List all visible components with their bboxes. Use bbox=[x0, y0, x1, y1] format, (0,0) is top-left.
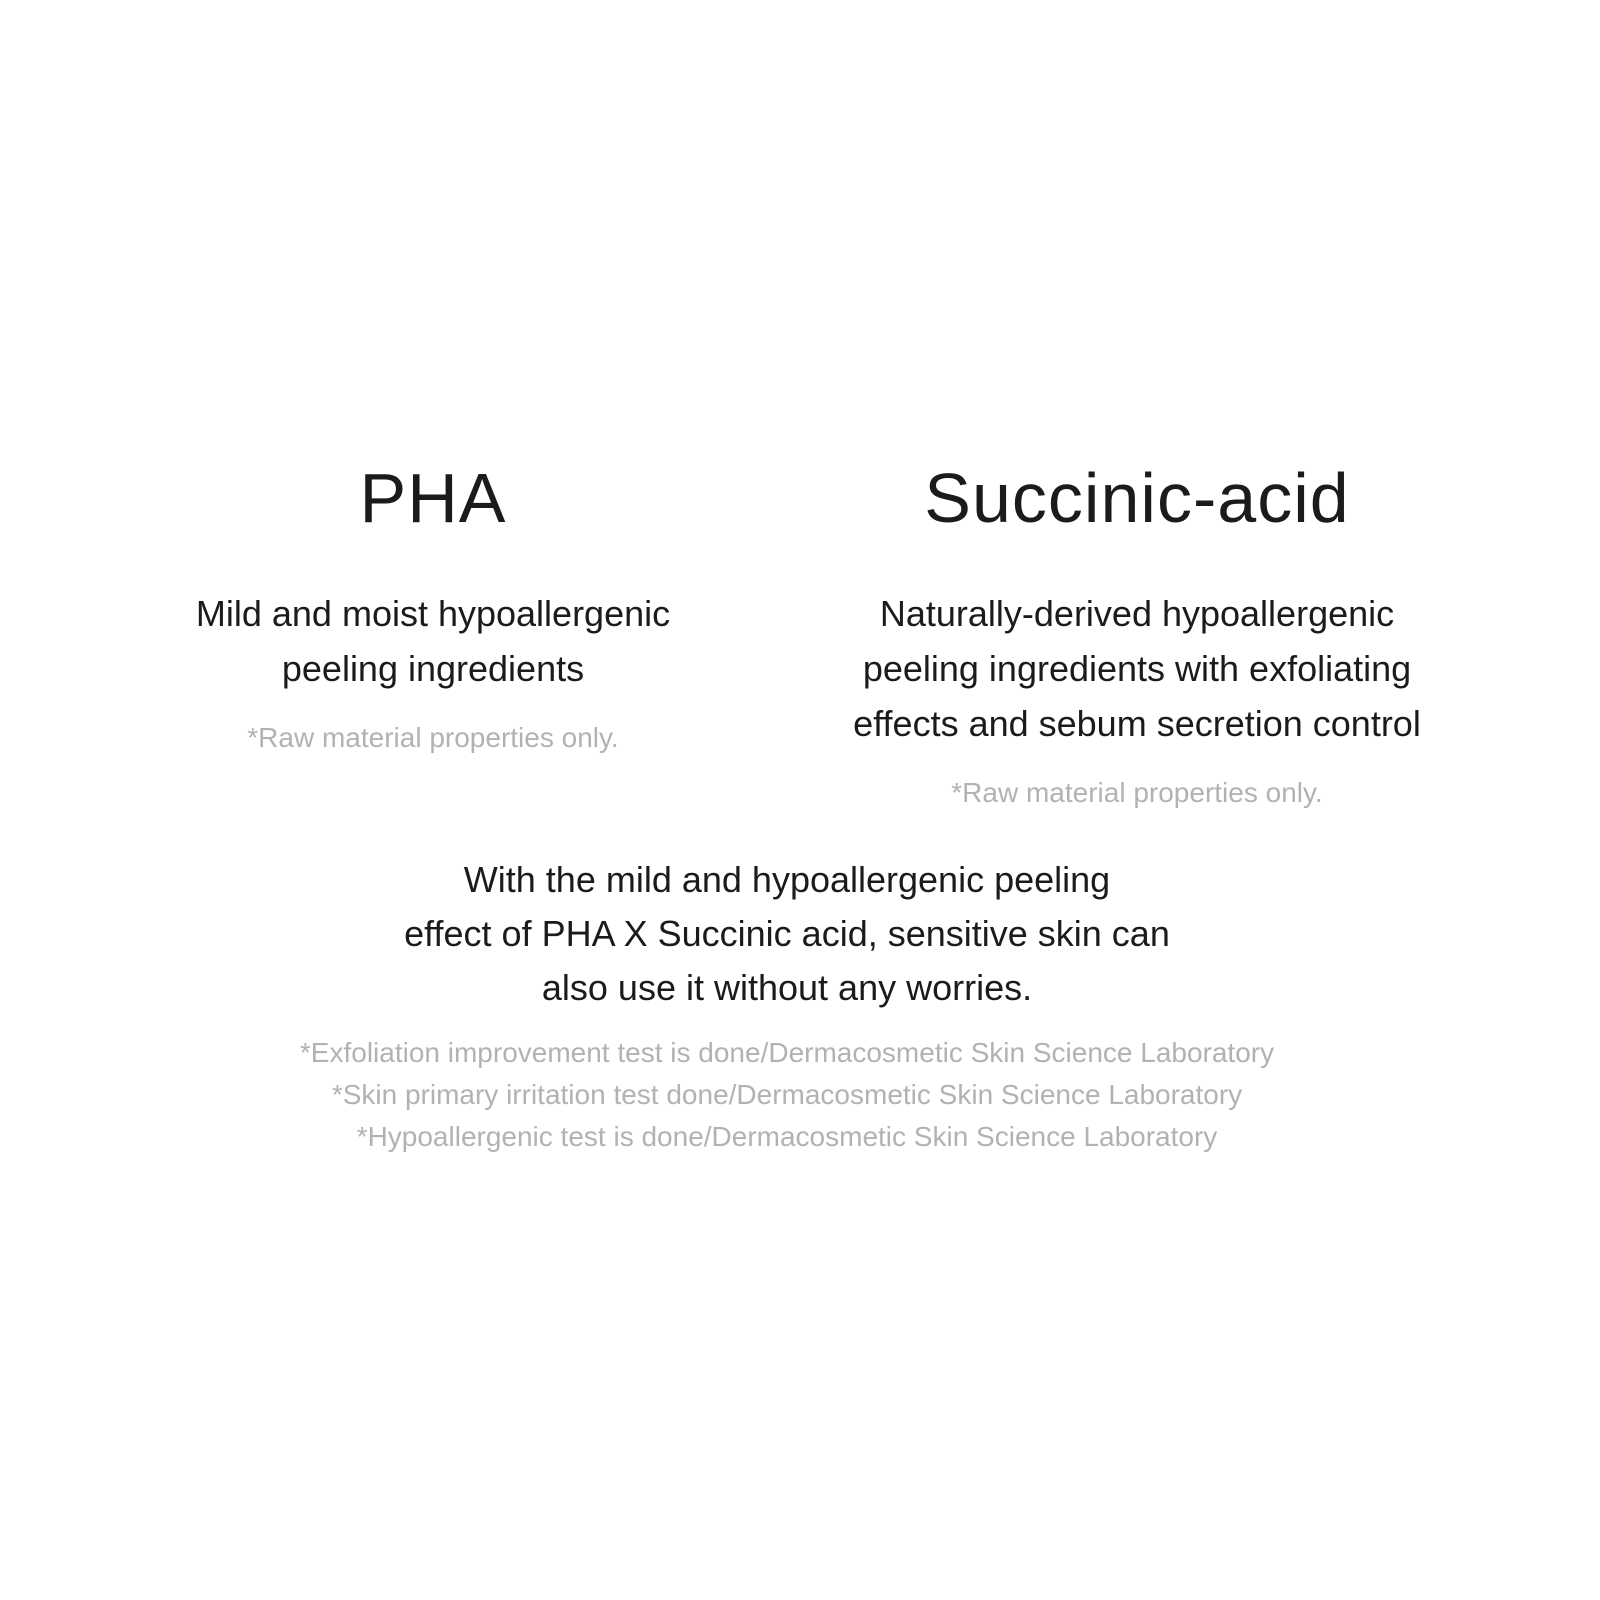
summary-paragraph bbox=[0, 853, 1574, 1015]
succinic-acid-description-line-2: peeling ingredients with exfoliating bbox=[862, 647, 1412, 689]
succinic-acid-raw-material-note: *Raw material properties only. bbox=[951, 776, 1323, 808]
disclaimer-skin-irritation-test: *Skin primary irritation test done/Dermacosmetic Skin Science Laboratory bbox=[331, 1079, 1243, 1110]
succinic-acid-description bbox=[812, 586, 1462, 751]
test-disclaimers bbox=[0, 1032, 1574, 1158]
succinic-acid-heading: Succinic-acid bbox=[924, 458, 1350, 537]
summary-line-2: effect of PHA X Succinic acid, sensitive skin can bbox=[404, 913, 1170, 954]
summary-line-3: also use it without any worries. bbox=[541, 967, 1033, 1008]
pha-description bbox=[108, 586, 758, 696]
pha-heading: PHA bbox=[359, 458, 507, 537]
disclaimer-hypoallergenic-test: *Hypoallergenic test is done/Dermacosmetic Skin Science Laboratory bbox=[356, 1121, 1218, 1152]
succinic-acid-description-line-3: effects and sebum secretion control bbox=[853, 702, 1421, 744]
disclaimer-exfoliation-test: *Exfoliation improvement test is done/Dermacosmetic Skin Science Laboratory bbox=[299, 1037, 1275, 1068]
pha-description-line-1: Mild and moist hypoallergenic bbox=[195, 592, 671, 634]
pha-description-line-2: peeling ingredients bbox=[281, 647, 585, 689]
pha-raw-material-note: *Raw material properties only. bbox=[247, 721, 619, 753]
ingredient-column-pha bbox=[108, 410, 758, 756]
succinic-acid-description-line-1: Naturally-derived hypoallergenic bbox=[879, 592, 1395, 634]
summary-line-1: With the mild and hypoallergenic peeling bbox=[463, 859, 1111, 900]
ingredient-column-succinic-acid bbox=[812, 410, 1462, 811]
